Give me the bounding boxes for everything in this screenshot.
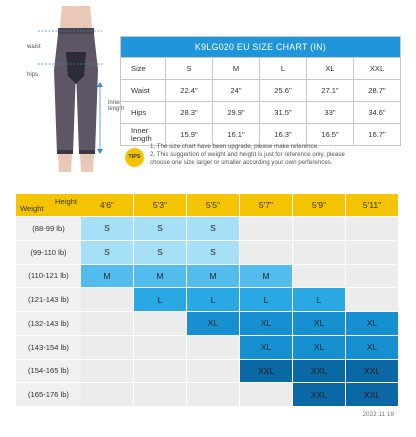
measurement-cell: 16.3" xyxy=(260,124,307,146)
size-cell: L xyxy=(134,287,187,311)
size-cell: XL xyxy=(293,311,346,335)
size-cell: XXL xyxy=(240,359,293,383)
size-cell: XXL xyxy=(293,382,346,406)
size-chart-title: K9LG020 EU SIZE CHART (IN) xyxy=(121,37,401,58)
hips-annotation: hips xyxy=(27,72,39,78)
measurement-cell: 27.1" xyxy=(307,80,354,102)
size-cell: M xyxy=(240,264,293,288)
inner-length-annotation: inner length xyxy=(108,100,125,112)
weight-row-label: (154-165 lb) xyxy=(16,359,81,383)
row-label: Inner length xyxy=(121,124,166,146)
empty-cell xyxy=(187,382,240,406)
empty-cell xyxy=(293,240,346,264)
empty-cell xyxy=(81,311,134,335)
height-header: 5'7" xyxy=(240,194,293,216)
weight-row-label: (132-143 lb) xyxy=(16,311,81,335)
measurement-cell: 33" xyxy=(307,102,354,124)
measurement-cell: 28.7" xyxy=(354,80,401,102)
hips-row xyxy=(121,102,401,124)
measurement-cell: 24" xyxy=(213,80,260,102)
size-cell: XL xyxy=(187,311,240,335)
weight-row-label: (121-143 lb) xyxy=(16,287,81,311)
height-header: 5'3" xyxy=(134,194,187,216)
size-header-cell: M xyxy=(213,58,260,80)
weight-row-label: (143-154 lb) xyxy=(16,335,81,359)
size-chart-table xyxy=(120,36,401,146)
empty-cell xyxy=(346,216,399,240)
empty-cell xyxy=(134,335,187,359)
size-cell: L xyxy=(187,287,240,311)
size-cell: XL xyxy=(346,335,399,359)
measurement-cell: 31.5" xyxy=(260,102,307,124)
size-cell: L xyxy=(240,287,293,311)
empty-cell xyxy=(134,382,187,406)
measurement-cell: 25.6" xyxy=(260,80,307,102)
size-cell: XXL xyxy=(346,382,399,406)
size-header-cell: XXL xyxy=(354,58,401,80)
product-illustration xyxy=(18,4,128,174)
size-cell: XL xyxy=(293,335,346,359)
size-header-cell: S xyxy=(166,58,213,80)
empty-cell xyxy=(134,359,187,383)
weight-row-label: (110-121 lb) xyxy=(16,264,81,288)
empty-cell xyxy=(81,382,134,406)
size-cell: S xyxy=(134,216,187,240)
row-label: Hips xyxy=(121,102,166,124)
empty-cell xyxy=(240,382,293,406)
empty-cell xyxy=(240,216,293,240)
size-cell: M xyxy=(187,264,240,288)
weight-row-label: (165-176 lb) xyxy=(16,382,81,406)
size-header-cell: L xyxy=(260,58,307,80)
tip-line: 2, This suggertion of weight and height is just for reference only, please xyxy=(150,151,345,159)
empty-cell xyxy=(81,359,134,383)
measurement-cell: 28.3" xyxy=(166,102,213,124)
size-cell: M xyxy=(81,264,134,288)
waist-annotation: waist xyxy=(27,44,41,50)
size-header-label: Size xyxy=(121,58,166,80)
size-cell: M xyxy=(134,264,187,288)
empty-cell xyxy=(346,264,399,288)
size-cell: S xyxy=(187,216,240,240)
empty-cell xyxy=(346,240,399,264)
empty-cell xyxy=(81,335,134,359)
size-cell: XL xyxy=(240,335,293,359)
weight-row-label: (99-110 lb) xyxy=(16,240,81,264)
tip-line: choose one size larger or smaller according your own perferences. xyxy=(150,159,333,167)
empty-cell xyxy=(346,287,399,311)
size-header-cell: XL xyxy=(307,58,354,80)
tip-line: 1, The size chart have been upgrade, please make reference. xyxy=(150,143,319,150)
height-header: 5'9" xyxy=(293,194,346,216)
size-cell: XL xyxy=(346,311,399,335)
measurement-cell: 29.9" xyxy=(213,102,260,124)
size-cell: S xyxy=(81,216,134,240)
height-axis-label: Height xyxy=(55,197,77,206)
size-cell: XL xyxy=(240,311,293,335)
size-cell: L xyxy=(293,287,346,311)
size-cell: S xyxy=(134,240,187,264)
measurement-cell: 34.6" xyxy=(354,102,401,124)
empty-cell xyxy=(134,311,187,335)
size-header-row xyxy=(121,58,401,80)
weight-axis-label: Weight xyxy=(20,204,44,213)
height-header: 4'6" xyxy=(81,194,134,216)
measurement-cell: 16.7" xyxy=(354,124,401,146)
leggings-figure xyxy=(18,4,128,174)
tips-text xyxy=(150,143,408,167)
measurement-cell: 15.9" xyxy=(166,124,213,146)
size-cell: XXL xyxy=(293,359,346,383)
measurement-cell: 22.4" xyxy=(166,80,213,102)
empty-cell xyxy=(293,216,346,240)
empty-cell xyxy=(187,359,240,383)
empty-cell xyxy=(81,287,134,311)
measurement-cell: 16.5" xyxy=(307,124,354,146)
tips-badge: TIPS xyxy=(125,148,144,167)
measurement-cell: 16.1" xyxy=(213,124,260,146)
empty-cell xyxy=(187,335,240,359)
weight-row-label: (88-99 lb) xyxy=(16,216,81,240)
waist-row xyxy=(121,80,401,102)
size-cell: S xyxy=(81,240,134,264)
chart-date: 2022 11 18 xyxy=(362,411,394,418)
size-cell: XXL xyxy=(346,359,399,383)
height-header: 5'5" xyxy=(187,194,240,216)
grid-corner xyxy=(16,194,81,216)
height-header: 5'11" xyxy=(346,194,399,216)
size-cell: S xyxy=(187,240,240,264)
empty-cell xyxy=(240,240,293,264)
row-label: Waist xyxy=(121,80,166,102)
size-recommendation-grid xyxy=(16,194,400,406)
empty-cell xyxy=(293,264,346,288)
